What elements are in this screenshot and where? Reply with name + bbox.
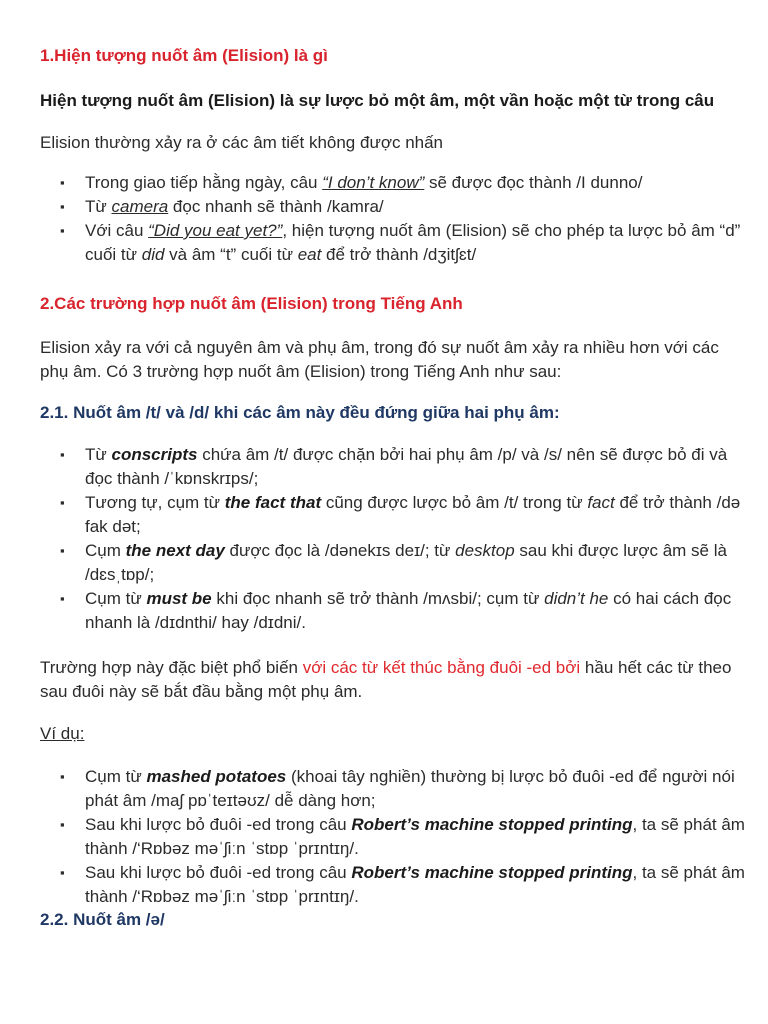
text: (khoai tây nghiền) thường bị lược bỏ đuôi -ed để người nói phát âm /maʃ pɒˈteɪtəʊz/ dễ dàng hơn; (85, 767, 735, 810)
paragraph-1: Elision thường xảy ra ở các âm tiết không được nhấn (40, 133, 444, 152)
paragraph-2: Elision xảy ra với cả nguyên âm và phụ âm, trong đó sự nuốt âm xảy ra nhiều hơn với các phụ âm. Có 3 trường hợp nuốt âm (Elision) trong Tiếng Anh như sau: (40, 338, 719, 381)
heading-2: 2.Các trường hợp nuốt âm (Elision) trong Tiếng Anh (40, 294, 463, 313)
list-item (40, 587, 746, 635)
text: sau khi được lược âm sẽ là /dɛsˌtɒp/; (85, 541, 727, 584)
text: cũng được lược bỏ âm /t/ trong từ (321, 493, 588, 512)
example-sentence: Robert’s machine stopped printing (351, 815, 633, 834)
example-sentence: Robert’s machine stopped printing (351, 863, 633, 882)
text: Trong giao tiếp hằng ngày, câu (85, 173, 323, 192)
example-phrase: the fact that (224, 493, 322, 512)
text: khi đọc nhanh sẽ trở thành /mʌsbi/; cụm từ (211, 589, 545, 608)
list-item (40, 195, 746, 219)
list-item (40, 171, 746, 195)
bullet-list-3 (40, 765, 746, 909)
example-phrase: “I don’t know” (322, 173, 425, 192)
paragraph-3 (40, 656, 746, 704)
list-item (40, 813, 746, 861)
text: hầu hết các từ theo sau đuôi này sẽ bắt đầu bằng một phụ âm. (40, 658, 732, 701)
example-phrase: the next day (125, 541, 225, 560)
example-word: eat (297, 245, 322, 264)
text: Với câu (85, 221, 149, 240)
highlighted-text: với các từ kết thúc bằng đuôi -ed bởi (302, 658, 581, 677)
text: Từ (85, 197, 112, 216)
text: để trở thành /dʒitʃɛt/ (321, 245, 477, 264)
text: Tương tự, cụm từ (85, 493, 225, 512)
example-word: conscripts (111, 445, 198, 464)
text: Từ (85, 445, 112, 464)
text: và âm “t” cuối từ (164, 245, 298, 264)
list-item (40, 491, 746, 539)
heading-1: 1.Hiện tượng nuốt âm (Elision) là gì (40, 46, 328, 65)
example-label-wrap (40, 722, 746, 746)
example-word: fact (587, 493, 615, 512)
example-label: Ví dụ: (40, 724, 85, 743)
example-phrase: didn’t he (544, 589, 609, 608)
example-phrase: mashed potatoes (146, 767, 287, 786)
list-item (40, 861, 746, 909)
text: Cụm (85, 541, 126, 560)
text: , ta sẽ phát âm thành /‘Rɒbəz məˈʃiːn ˈstɒp ˈprɪntɪŋ/. (85, 815, 745, 858)
text: Cụm từ (85, 589, 147, 608)
list-item (40, 765, 746, 813)
heading-2-2: 2.2. Nuốt âm /ə/ (40, 910, 165, 929)
bullet-list-1 (40, 171, 746, 267)
list-item (40, 443, 746, 491)
text: , hiện tượng nuốt âm (Elision) sẽ cho phép ta lược bỏ âm “d” cuối từ (85, 221, 741, 264)
text: được đọc là /dənekɪs deɪ/; từ (224, 541, 456, 560)
text: đọc nhanh sẽ thành /kamra/ (168, 197, 384, 216)
list-item (40, 539, 746, 587)
bullet-list-2 (40, 443, 746, 635)
heading-2-1: 2.1. Nuốt âm /t/ và /d/ khi các âm này đều đứng giữa hai phụ âm: (40, 403, 560, 422)
text: để trở thành /də fak dət; (85, 493, 741, 536)
heading-1-subtitle: Hiện tượng nuốt âm (Elision) là sự lược bỏ một âm, một vần hoặc một từ trong câu (40, 91, 715, 110)
example-word: camera (111, 197, 169, 216)
text: có hai cách đọc nhanh là /dɪdnthi/ hay /dɪdni/. (85, 589, 732, 632)
text: sẽ được đọc thành /I dunno/ (424, 173, 643, 192)
example-phrase: “Did you eat yet?” (148, 221, 283, 240)
text: , ta sẽ phát âm thành /‘Rɒbəz məˈʃiːn ˈstɒp ˈprɪntɪŋ/. (85, 863, 745, 906)
text: Sau khi lược bỏ đuôi -ed trong câu (85, 815, 352, 834)
text: Trường hợp này đặc biệt phổ biến (40, 658, 303, 677)
example-word: did (141, 245, 165, 264)
text: Sau khi lược bỏ đuôi -ed trong câu (85, 863, 352, 882)
example-word: desktop (455, 541, 515, 560)
example-phrase: must be (146, 589, 212, 608)
text: Cụm từ (85, 767, 147, 786)
text: chứa âm /t/ được chặn bởi hai phụ âm /p/ và /s/ nên sẽ được bỏ đi và đọc thành /ˈkɒnskrɪps/; (85, 445, 728, 488)
list-item (40, 219, 746, 267)
